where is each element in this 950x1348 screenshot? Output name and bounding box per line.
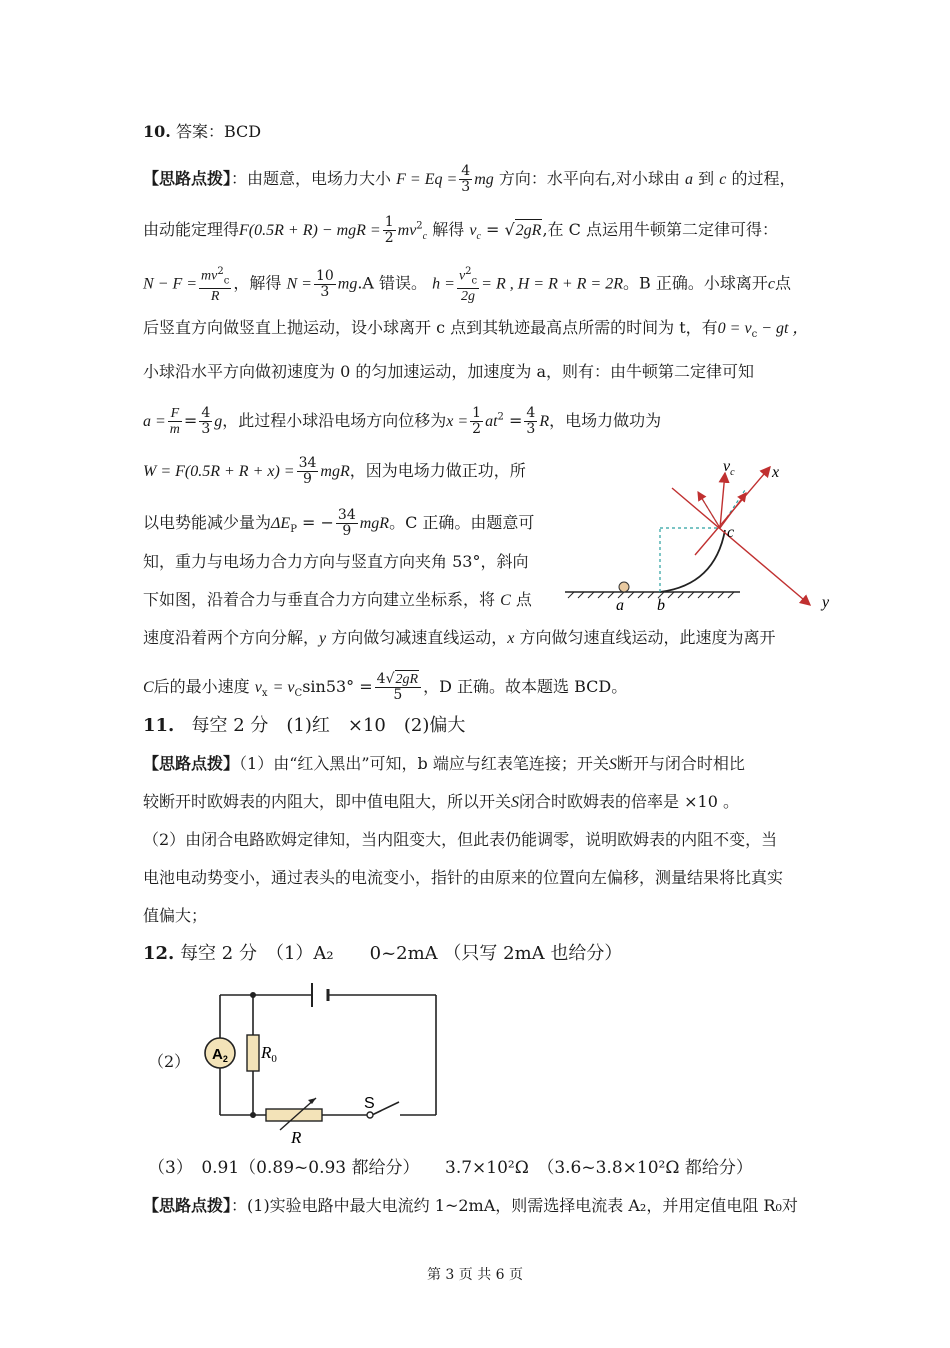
q10-line12: C后的最小速度 $v_x = v_C\sin 53^\circ$ = $\frac{4√2gR}{5}$ ，D 正确。故本题选 BCD。 <box>143 671 628 703</box>
label-a: a <box>616 597 624 614</box>
q11-header: 11. 每空 2 分 (1)红 ×10 (2)偏大 <box>143 715 466 736</box>
resistor-r0 <box>247 1035 259 1071</box>
q10-line7: W = F(0.5R + R + x) = $\frac{34}{9}$ mgR，因为电场力做正功，所 <box>143 455 526 487</box>
q10-line5: 小球沿水平方向做初速度为 0 的匀加速运动，加速度为 a，则有：由牛顿第二定律可知 <box>143 362 754 381</box>
q10-line2: 由动能定理得F(0.5R + R) − mgR = $\frac{1}{2}$ $mv^2_c$ 解得 $v_c = √2gR$,在 C 点运用牛顿第二定律可得： <box>143 214 778 246</box>
label-c: c <box>727 524 735 541</box>
label-x: x <box>772 464 780 481</box>
q10-line3: N − F = $\frac{mv^2_c}{R}$ ，解得 N = $\frac{10}{3}$ mg.A 错误。 h = $\frac{v^2_c}{2g}$ = R , H = R + R = 2R。B 正确。小球离开c点 <box>143 266 791 305</box>
q10-number: 10. <box>143 122 171 141</box>
q11-line4: 电池电动势变小，通过表头的电流变小，指针的由原来的位置向左偏移，测量结果将比真实 <box>143 868 784 887</box>
q12-part2-label: （2） <box>148 1052 191 1071</box>
r0-label: $R_0$ <box>261 1043 277 1065</box>
q10-line8: 以电势能减少量为$\Delta E_P$ = − $\frac{34}{9}$ mgR。C 正确。由题意可 <box>143 507 535 539</box>
q12-header: 12. 每空 2 分 （1）A₂ 0~2mA （只写 2mA 也给分） <box>143 943 623 964</box>
q10-line11: 速度沿着两个方向分解，y 方向做匀减速直线运动，x 方向做匀速直线运动，此速度为离开 <box>143 628 776 647</box>
q10-line10: 下如图，沿着合力与垂直合力方向建立坐标系，将 C 点 <box>143 590 532 609</box>
q11-line3: （2）由闭合电路欧姆定律知，当内阻变大，但此表仍能调零，说明欧姆表的内阻不变，当 <box>143 830 778 849</box>
rheostat <box>266 1109 322 1121</box>
circuit-diagram <box>200 980 450 1150</box>
ball <box>619 582 629 592</box>
q12-part3: （3） 0.91（0.89~0.93 都给分） 3.7×10²Ω （3.6~3.8×10²Ω 都给分） <box>148 1158 753 1178</box>
page-footer: 第 3 页 共 6 页 <box>426 1267 524 1283</box>
fraction-4-3: $\frac{4}{3}$ <box>461 163 471 195</box>
q11-line1: 【思路点拨】（1）由“红入黑出”可知，b 端应与红表笔连接；开关S断开与闭合时相比 <box>143 754 745 773</box>
q10-line6: a = $\frac{F}{m}$ = $\frac{4}{3}$ g，此过程小球沿电场方向位移为x = $\frac{1}{2}$ $at^2$ = $\frac{4}{3}$ R，电场力做功为 <box>143 405 662 437</box>
q10-header <box>143 122 261 142</box>
q10-line1: 【思路点拨】：由题意，电场力大小 F = Eq = $\frac{4}{3}$ mg 方向：水平向右,对小球由 a 到 c 的过程， <box>143 163 796 195</box>
track-curve <box>660 530 725 592</box>
force-diagram <box>560 455 850 620</box>
q10-line9: 知，重力与电场力合力方向与竖直方向夹角 53°，斜向 <box>143 552 529 571</box>
ammeter-label: $A_2$ <box>212 1046 228 1064</box>
q11-line5: 值偏大； <box>143 906 208 925</box>
q12-hint: 【思路点拨】：(1)实验电路中最大电流约 1~2mA，则需选择电流表 A₂，并用定值电阻 R₀对 <box>143 1196 798 1215</box>
y-axis-line <box>672 488 810 605</box>
q10-answer: 答案：BCD <box>175 122 262 141</box>
label-vc: $v_c$ <box>723 458 735 478</box>
q11-line2: 较断开时欧姆表的内阻大，即中值电阻大，所以开关S闭合时欧姆表的倍率是 ×10 。 <box>143 792 739 811</box>
label-b: b <box>657 597 665 614</box>
q10-line4: 后竖直方向做竖直上抛运动，设小球离开 c 点到其轨迹最高点所需的时间为 t，有$0 = v_c$ − gt ， <box>143 318 809 341</box>
label-y: y <box>822 594 830 611</box>
switch-label: S <box>364 1095 375 1112</box>
hint-tag: 【思路点拨】 <box>143 169 232 188</box>
r-label: R <box>291 1128 302 1147</box>
